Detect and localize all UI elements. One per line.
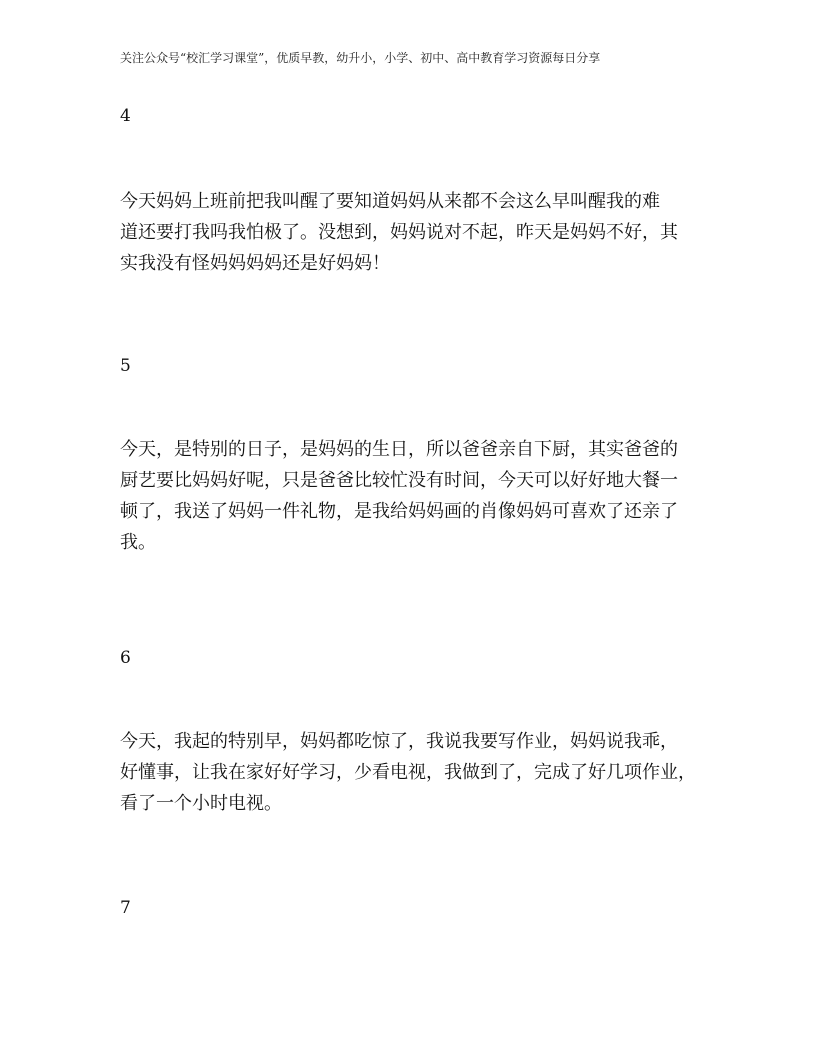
section-number: 5 [120,356,131,376]
paragraph-line: 今天妈妈上班前把我叫醒了要知道妈妈从来都不会这么早叫醒我的难 [120,191,660,212]
paragraph [120,434,700,558]
paragraph [120,186,700,279]
section-number: 6 [120,648,131,668]
paragraph-line: 我。 [120,532,156,553]
paragraph-line: 实我没有怪妈妈妈妈还是好妈妈！ [120,253,390,274]
paragraph-line: 顿了，我送了妈妈一件礼物，是我给妈妈画的肖像妈妈可喜欢了还亲了 [120,501,678,522]
paragraph-line: 今天，是特别的日子，是妈妈的生日，所以爸爸亲自下厨，其实爸爸的 [120,439,678,460]
paragraph [120,726,700,819]
paragraph-line: 今天，我起的特别早，妈妈都吃惊了，我说我要写作业，妈妈说我乖， [120,731,678,752]
section-number: 4 [120,106,131,126]
paragraph-line: 道还要打我吗我怕极了。没想到，妈妈说对不起，昨天是妈妈不好，其 [120,222,678,243]
page-header: 关注公众号“校汇学习课堂”，优质早教，幼升小，小学、初中、高中教育学习资源每日分享 [120,51,601,65]
paragraph-line: 看了一个小时电视。 [120,793,282,814]
paragraph-line: 好懂事，让我在家好好学习，少看电视，我做到了，完成了好几项作业， [120,762,696,783]
section-number: 7 [120,898,131,918]
paragraph-line: 厨艺要比妈妈好呢，只是爸爸比较忙没有时间，今天可以好好地大餐一 [120,470,678,491]
